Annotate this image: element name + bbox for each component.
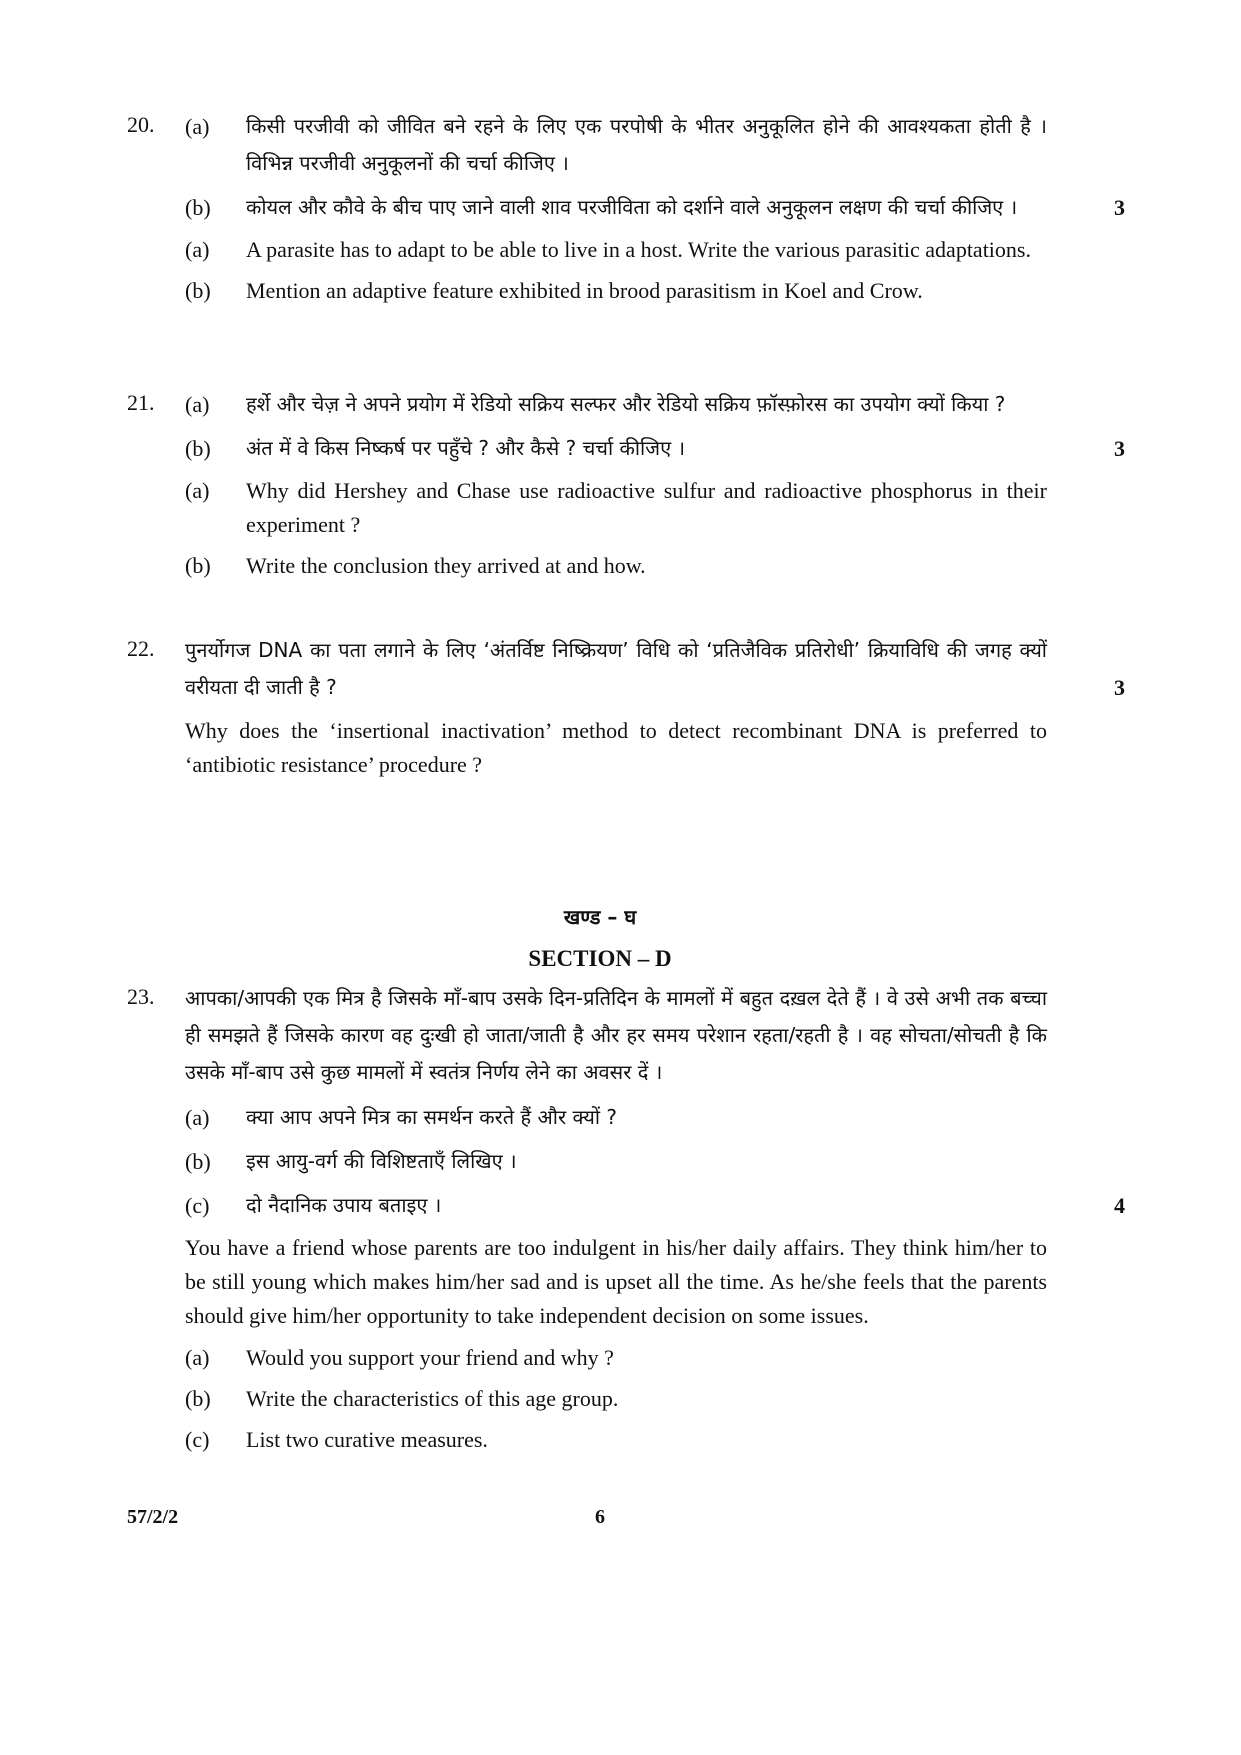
q23-hindi-intro-text: आपका/आपकी एक मित्र है जिसके माँ-बाप उसके दिन-प्रतिदिन के मामलों में बहुत दख़ल देते हैं । वे उसे अभी तक बच्चा ही समझते हैं जिसके कारण वह दुःखी हो जाता/जाती है और हर समय परेशान रहता/रहती है । वह सोचता/सोचती है कि उसके माँ-बाप उसे कुछ मामलों में स्वतंत्र निर्णय लेने का अवसर दें ।: [185, 986, 1047, 1084]
question-number: 21.: [127, 390, 155, 415]
option-label: (b): [185, 195, 211, 220]
marks: 3: [1114, 436, 1125, 461]
q20-english-a-text: A parasite has to adapt to be able to live in a host. Write the various parasitic adaptations.: [246, 237, 1031, 262]
option-label: (b): [185, 1149, 211, 1174]
q23-english-intro-text: You have a friend whose parents are too indulgent in his/her daily affairs. They think him/her to be still young which makes him/her sad and is upset all the time. As he/she feels that the parents should give him/her opportunity to take independent decision on some issues.: [185, 1235, 1047, 1328]
q21-hindi-b-text: अंत में वे किस निष्कर्ष पर पहुँचे ? और कैसे ? चर्चा कीजिए ।: [246, 436, 686, 460]
q23-english-a-text: Would you support your friend and why ?: [246, 1345, 614, 1370]
option-label: (a): [185, 392, 210, 417]
q23-hindi-b: [127, 1143, 1087, 1180]
q23-hindi-intro: [127, 980, 1087, 1091]
q21-hindi-b: [127, 430, 1125, 467]
question-number: 20.: [127, 112, 155, 137]
q23-hindi-a-text: क्या आप अपने मित्र का समर्थन करते हैं और क्यों ?: [246, 1105, 617, 1129]
q23-hindi-c: [127, 1187, 1125, 1224]
question-21: [127, 386, 1125, 590]
q23-hindi-b-text: इस आयु-वर्ग की विशिष्टताएँ लिखिए ।: [246, 1149, 517, 1173]
question-22: [127, 632, 1125, 790]
q22-english-text: Why does the ‘insertional inactivation’ method to detect recombinant DNA is preferred to ‘antibiotic resistance’ procedure ?: [185, 718, 1047, 777]
paper-code: 57/2/2: [127, 1506, 179, 1528]
option-label: (a): [185, 237, 210, 262]
option-label: (a): [185, 478, 210, 503]
section-heading-english: SECTION – D: [528, 946, 672, 971]
question-number: 23.: [127, 984, 155, 1009]
q20-english-a: [127, 233, 1087, 267]
q21-hindi-a: [127, 386, 1087, 423]
q21-hindi-a-text: हर्शे और चेज़ ने अपने प्रयोग में रेडियो सक्रिय सल्फर और रेडियो सक्रिय फ़ॉस्फ़ोरस का उपयोग क्यों किया ?: [246, 392, 1006, 416]
option-label: (c): [185, 1427, 210, 1452]
q20-hindi-a: [127, 108, 1087, 182]
q20-hindi-a-text: किसी परजीवी को जीवित बने रहने के लिए एक परपोषी के भीतर अनुकूलित होने की आवश्यकता होती है । विभिन्न परजीवी अनुकूलनों की चर्चा कीजिए ।: [246, 114, 1047, 175]
q23-hindi-a: [127, 1099, 1087, 1136]
q21-english-b-text: Write the conclusion they arrived at and how.: [246, 553, 646, 578]
marks: 3: [1114, 675, 1125, 700]
option-label: (b): [185, 1386, 211, 1411]
page-number: 6: [595, 1506, 605, 1528]
option-label: (a): [185, 1345, 210, 1370]
q22-english: [127, 714, 1087, 782]
marks: 3: [1114, 195, 1125, 220]
q23-english-b: [127, 1382, 1087, 1416]
q22-hindi: [127, 632, 1125, 706]
q22-hindi-text: पुनर्योगज DNA का पता लगाने के लिए ‘अंतर्विष्ट निष्क्रियण’ विधि को ‘प्रतिजैविक प्रतिरोधी’ क्रियाविधि की जगह क्यों वरीयता दी जाती है ?: [185, 638, 1047, 699]
option-label: (b): [185, 553, 211, 578]
option-label: (a): [185, 1105, 210, 1130]
option-label: (b): [185, 436, 211, 461]
q20-hindi-b-text: कोयल और कौवे के बीच पाए जाने वाली शाव परजीविता को दर्शाने वाले अनुकूलन लक्षण की चर्चा कीजिए ।: [246, 195, 1018, 219]
q21-english-b: [127, 549, 1087, 583]
q23-english-c: [127, 1423, 1087, 1457]
q20-hindi-b: [127, 189, 1125, 226]
option-label: (c): [185, 1193, 210, 1218]
question-20: [127, 108, 1125, 315]
q21-english-a-text: Why did Hershey and Chase use radioactive sulfur and radioactive phosphorus in their experiment ?: [246, 478, 1047, 537]
q21-english-a: [127, 474, 1087, 542]
q20-english-b-text: Mention an adaptive feature exhibited in brood parasitism in Koel and Crow.: [246, 278, 923, 303]
q23-english-b-text: Write the characteristics of this age group.: [246, 1386, 619, 1411]
q23-english-a: [127, 1341, 1087, 1375]
question-23: [127, 980, 1125, 1464]
question-number: 22.: [127, 636, 155, 661]
q23-hindi-c-text: दो नैदानिक उपाय बताइए ।: [246, 1193, 442, 1217]
q23-english-c-text: List two curative measures.: [246, 1427, 488, 1452]
q23-english-intro: [127, 1231, 1087, 1333]
section-heading-hindi: खण्ड – घ: [563, 905, 637, 929]
marks: 4: [1114, 1193, 1125, 1218]
option-label: (b): [185, 278, 211, 303]
q20-english-b: [127, 274, 1087, 308]
option-label: (a): [185, 114, 210, 139]
